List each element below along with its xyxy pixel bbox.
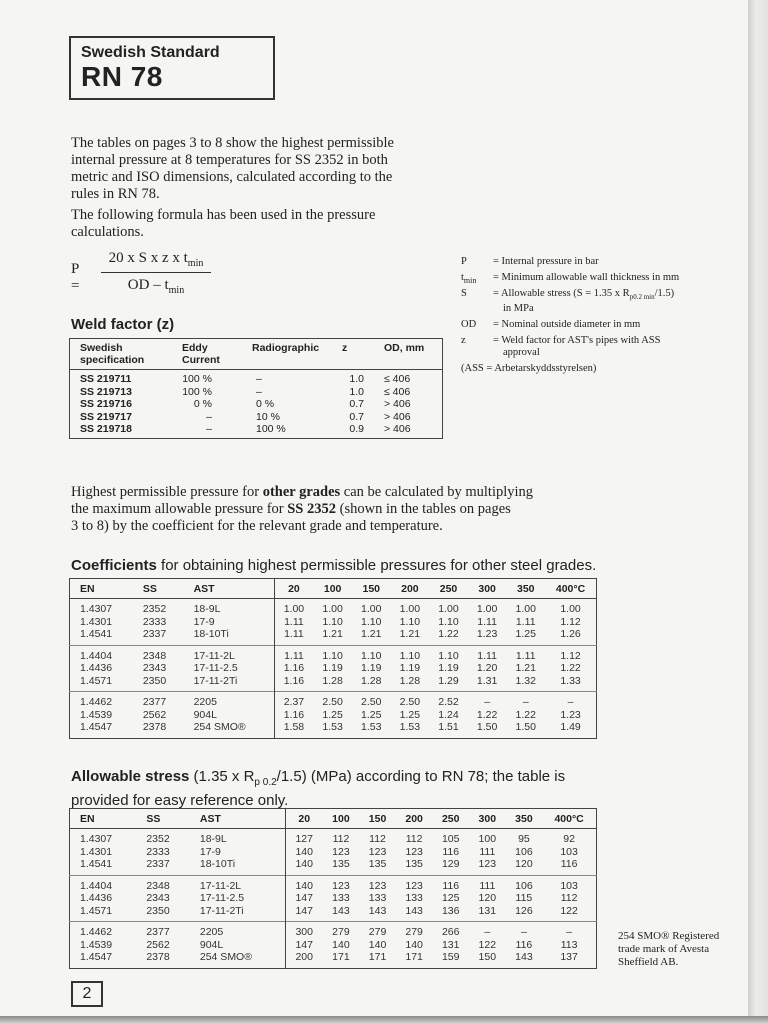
column-header: 300 bbox=[478, 583, 496, 595]
table-cell: 1.4571 bbox=[80, 904, 113, 917]
table-cell: 123 bbox=[405, 879, 423, 892]
table-cell: 123 bbox=[405, 845, 423, 858]
table-cell: 2352 bbox=[146, 833, 170, 845]
column-header: 150 bbox=[368, 813, 387, 825]
table-cell: 103 bbox=[560, 879, 578, 892]
allowable-stress-table bbox=[69, 808, 597, 969]
table-cell: 1.19 bbox=[399, 662, 421, 674]
table-cell: 1.00 bbox=[560, 603, 581, 615]
table-cell: 1.28 bbox=[361, 674, 382, 687]
table-cell: 150 bbox=[478, 951, 497, 963]
table-cell: 112 bbox=[560, 892, 578, 904]
table-cell: 18-9L bbox=[184, 599, 274, 616]
weld-factor-title: Weld factor (z) bbox=[71, 316, 175, 333]
table-cell: 1.16 bbox=[283, 662, 305, 674]
column-header: 200 bbox=[405, 813, 423, 825]
table-cell: 1.00 bbox=[361, 603, 382, 615]
table-cell: 120 bbox=[478, 892, 497, 904]
table-cell: 140 bbox=[332, 938, 350, 951]
table-cell: 1.23 bbox=[476, 628, 498, 640]
table-cell: 122 bbox=[478, 938, 497, 951]
table-cell: 266 bbox=[441, 926, 460, 938]
table-cell: 2.52 bbox=[438, 696, 459, 708]
table-cell: 2348 bbox=[142, 649, 167, 662]
table-cell: 111 bbox=[479, 879, 496, 892]
column-header: 100 bbox=[332, 813, 350, 825]
table-cell: – bbox=[484, 926, 491, 938]
table-cell: 135 bbox=[332, 858, 350, 870]
table-cell: 1.21 bbox=[399, 628, 421, 640]
table-cell: 2348 bbox=[146, 879, 170, 892]
table-row bbox=[70, 411, 443, 424]
table-cell: SS 219717 bbox=[80, 410, 132, 423]
table-cell: 100 % bbox=[182, 373, 212, 385]
table-cell: – bbox=[484, 696, 491, 708]
table-cell: 17-11-2Ti bbox=[190, 905, 285, 922]
table-cell: 105 bbox=[441, 833, 460, 845]
table-cell: 1.53 bbox=[322, 721, 343, 733]
table-cell: 2205 bbox=[184, 692, 274, 709]
table-cell: 106 bbox=[515, 845, 533, 858]
table-cell: 116 bbox=[560, 858, 578, 870]
table-row bbox=[70, 662, 597, 675]
table-cell: 1.00 bbox=[399, 603, 421, 615]
table-cell: 116 bbox=[515, 938, 533, 951]
table-cell: 279 bbox=[368, 926, 387, 938]
table-cell: 112 bbox=[332, 833, 350, 845]
table-cell: 279 bbox=[332, 926, 350, 938]
weld-factor-table bbox=[69, 338, 443, 439]
table-cell: – bbox=[567, 696, 574, 708]
table-cell: 2337 bbox=[146, 858, 170, 870]
column-header: 20 bbox=[288, 583, 300, 595]
table-cell: 1.25 bbox=[322, 708, 343, 721]
table-cell: 1.49 bbox=[560, 721, 581, 733]
table-cell: 1.19 bbox=[438, 662, 459, 674]
table-cell: 131 bbox=[441, 938, 460, 951]
table-cell: 1.00 bbox=[322, 603, 343, 615]
table-cell: 17-11-2L bbox=[190, 875, 285, 892]
table-cell: 1.21 bbox=[515, 662, 536, 674]
table-cell: 143 bbox=[405, 904, 423, 917]
intro-paragraph-2: The following formula has been used in the pressure calculations. bbox=[71, 207, 376, 240]
table-cell: > 406 bbox=[384, 410, 411, 423]
column-header: 400°C bbox=[555, 583, 586, 595]
table-cell: 136 bbox=[441, 904, 460, 917]
table-cell: 1.11 bbox=[477, 649, 497, 662]
table-cell: 17-11-2.5 bbox=[184, 662, 274, 675]
table-cell: 1.10 bbox=[361, 649, 382, 662]
table-cell: 1.19 bbox=[322, 662, 343, 674]
formula-denominator: OD – $t_{min}$ bbox=[127, 277, 185, 296]
table-cell: 1.11 bbox=[515, 615, 536, 628]
table-cell: 279 bbox=[405, 926, 423, 938]
table-cell: 1.22 bbox=[515, 708, 536, 721]
table-cell: 1.22 bbox=[438, 628, 459, 640]
table-cell: 1.16 bbox=[283, 708, 305, 721]
table-cell: 159 bbox=[441, 951, 460, 963]
table-cell: 0 % bbox=[193, 398, 212, 410]
table-cell: 2.50 bbox=[322, 696, 343, 708]
table-cell: 300 bbox=[295, 926, 313, 938]
table-row bbox=[70, 386, 443, 399]
table-cell: 1.26 bbox=[560, 628, 581, 640]
table-cell: 1.24 bbox=[438, 708, 459, 721]
legend-item: S = Allowable stress (S = 1.35 x $R_{p0.2 min}/1.5$) in MPa bbox=[461, 288, 675, 315]
column-header: 350 bbox=[516, 583, 535, 595]
table-cell: 1.21 bbox=[322, 628, 343, 640]
table-cell: 2.50 bbox=[399, 696, 421, 708]
table-cell: 113 bbox=[560, 938, 578, 951]
table-row bbox=[70, 892, 597, 905]
table-cell: 1.16 bbox=[283, 674, 305, 687]
table-cell: 1.0 bbox=[349, 373, 364, 385]
table-cell: 123 bbox=[368, 845, 387, 858]
table-cell: 2333 bbox=[142, 615, 167, 628]
table-cell: 1.4404 bbox=[80, 649, 113, 662]
table-cell: 100 % bbox=[182, 385, 212, 398]
table-cell: 103 bbox=[560, 845, 578, 858]
column-header: SS bbox=[142, 583, 157, 595]
table-cell: 143 bbox=[515, 951, 533, 963]
table-cell: 1.4541 bbox=[80, 858, 113, 870]
table-row bbox=[70, 599, 597, 616]
table-cell: 2377 bbox=[146, 926, 170, 938]
table-cell: 1.20 bbox=[476, 662, 498, 674]
standard-title-box bbox=[69, 36, 275, 100]
table-cell: 135 bbox=[405, 858, 423, 870]
table-cell: 2.50 bbox=[361, 696, 382, 708]
table-cell: – bbox=[256, 385, 262, 398]
table-cell: 1.22 bbox=[476, 708, 498, 721]
table-cell: 1.25 bbox=[361, 708, 382, 721]
table-cell: 18-10Ti bbox=[190, 858, 285, 875]
table-cell: 147 bbox=[295, 904, 313, 917]
table-cell: 2343 bbox=[146, 892, 170, 904]
legend-item: P = Internal pressure in bar bbox=[461, 256, 599, 267]
table-cell: 140 bbox=[295, 879, 313, 892]
table-cell: 1.4307 bbox=[80, 603, 113, 615]
table-row bbox=[70, 951, 597, 968]
table-cell: – bbox=[256, 373, 262, 385]
table-cell: 0.9 bbox=[349, 423, 364, 435]
table-row bbox=[70, 875, 597, 892]
table-cell: 10 % bbox=[256, 410, 280, 423]
table-cell: 1.4571 bbox=[80, 674, 113, 687]
table-cell: SS 219711 bbox=[80, 373, 132, 385]
page-bottom-shadow bbox=[0, 1016, 768, 1024]
table-cell: 1.58 bbox=[283, 721, 305, 733]
column-header: EN bbox=[80, 583, 95, 595]
table-cell: 1.32 bbox=[515, 674, 536, 687]
table-cell: 0.7 bbox=[349, 398, 364, 410]
coefficients-title: Coefficients for obtaining highest permissible pressures for other steel grades. bbox=[71, 557, 597, 574]
table-row bbox=[70, 423, 443, 438]
column-header: 150 bbox=[362, 583, 381, 595]
table-cell: 1.50 bbox=[515, 721, 536, 733]
table-cell: 17-11-2Ti bbox=[184, 675, 274, 692]
table-cell: 2378 bbox=[142, 721, 167, 733]
table-cell: 254 SMO® bbox=[184, 721, 274, 738]
formula-lhs: P = bbox=[71, 261, 80, 294]
table-cell: 116 bbox=[442, 879, 460, 892]
table-cell: 2205 bbox=[190, 922, 285, 939]
table-cell: 17-11-2.5 bbox=[190, 892, 285, 905]
table-cell: 1.50 bbox=[476, 721, 498, 733]
table-cell: 1.10 bbox=[399, 615, 421, 628]
formula-numerator: 20 x S x z x $t_{min}$ bbox=[101, 250, 211, 273]
standard-title: RN 78 bbox=[81, 61, 163, 92]
table-cell: 143 bbox=[368, 904, 387, 917]
table-cell: 133 bbox=[332, 892, 350, 904]
table-cell: 1.19 bbox=[361, 662, 382, 674]
table-cell: 171 bbox=[368, 951, 387, 963]
column-header: 300 bbox=[478, 813, 497, 825]
table-cell: 140 bbox=[405, 938, 423, 951]
table-cell: 1.28 bbox=[322, 674, 343, 687]
other-grades-paragraph: Highest permissible pressure for other grades can be calculated by multiplying the maximum allowable pressure for SS 2352 (shown in the tables on pages 3 to 8) by the coefficient for the relevant grade and temperature. bbox=[71, 484, 534, 534]
table-cell: 1.00 bbox=[283, 603, 305, 615]
table-cell: 2562 bbox=[142, 708, 167, 721]
table-cell: 2377 bbox=[142, 696, 167, 708]
table-row bbox=[70, 628, 597, 645]
table-cell: 17-9 bbox=[190, 846, 285, 859]
table-cell: 126 bbox=[515, 904, 533, 917]
table-cell: 129 bbox=[441, 858, 460, 870]
table-row bbox=[70, 370, 443, 386]
table-cell: 2352 bbox=[142, 603, 167, 615]
table-cell: 1.25 bbox=[515, 628, 536, 640]
table-cell: 2.37 bbox=[283, 696, 305, 708]
table-cell: 17-9 bbox=[184, 616, 274, 629]
table-cell: ≤ 406 bbox=[384, 385, 411, 398]
table-cell: 1.4301 bbox=[80, 615, 113, 628]
table-cell: > 406 bbox=[384, 423, 411, 435]
table-cell: SS 219716 bbox=[80, 398, 132, 410]
table-cell: – bbox=[566, 926, 573, 938]
table-cell: 1.11 bbox=[515, 649, 536, 662]
table-cell: 2350 bbox=[146, 904, 170, 917]
table-header-row: Swedish specification Eddy Current Radiographic z OD, mm bbox=[70, 339, 443, 370]
table-cell: 140 bbox=[295, 858, 313, 870]
table-cell: 1.4301 bbox=[80, 845, 113, 858]
table-cell: 122 bbox=[560, 904, 578, 917]
table-row bbox=[70, 846, 597, 859]
table-row bbox=[70, 939, 597, 952]
table-cell: > 406 bbox=[384, 398, 411, 410]
table-cell: 1.4436 bbox=[80, 892, 113, 904]
table-cell: 116 bbox=[442, 845, 460, 858]
table-cell: 1.4539 bbox=[80, 708, 113, 721]
table-cell: 1.4404 bbox=[80, 879, 113, 892]
table-cell: 0 % bbox=[256, 398, 275, 410]
table-cell: 147 bbox=[295, 892, 313, 904]
table-cell: 137 bbox=[560, 951, 578, 963]
legend-item: $t_{min}$ = Minimum allowable wall thickness in mm bbox=[461, 272, 680, 286]
table-cell: 2337 bbox=[142, 628, 167, 640]
table-row bbox=[70, 829, 597, 846]
table-row bbox=[70, 858, 597, 875]
table-cell: 135 bbox=[368, 858, 387, 870]
table-cell: 125 bbox=[441, 892, 460, 904]
table-cell: 127 bbox=[295, 833, 313, 845]
table-cell: 95 bbox=[518, 833, 530, 845]
page-edge-shadow bbox=[748, 0, 768, 1024]
trademark-footnote: 254 SMO® Registered trade mark of Avesta Sheffield AB. bbox=[618, 930, 720, 968]
table-cell: 1.33 bbox=[560, 674, 581, 687]
table-cell: 123 bbox=[478, 858, 497, 870]
table-cell: 171 bbox=[405, 951, 423, 963]
table-cell: 1.4462 bbox=[80, 696, 113, 708]
table-cell: 1.22 bbox=[560, 662, 581, 674]
table-cell: 1.4547 bbox=[80, 721, 113, 733]
column-header: 250 bbox=[439, 583, 458, 595]
table-cell: 1.21 bbox=[361, 628, 382, 640]
coefficients-table bbox=[69, 578, 597, 739]
table-cell: 133 bbox=[405, 892, 423, 904]
table-cell: 1.53 bbox=[399, 721, 421, 733]
table-cell: 171 bbox=[332, 951, 350, 963]
table-cell: ≤ 406 bbox=[384, 373, 411, 385]
table-cell: 2378 bbox=[146, 951, 170, 963]
table-cell: 143 bbox=[332, 904, 350, 917]
legend-item: z = Weld factor for AST's pipes with ASS approval bbox=[461, 335, 661, 359]
table-cell: 1.11 bbox=[477, 615, 497, 628]
table-cell: 1.10 bbox=[322, 615, 343, 628]
column-header: SS bbox=[146, 813, 161, 825]
table-cell: 1.00 bbox=[476, 603, 498, 615]
table-row bbox=[70, 675, 597, 692]
table-cell: 1.4307 bbox=[80, 833, 113, 845]
table-cell: – bbox=[206, 410, 212, 423]
table-cell: 1.11 bbox=[284, 649, 304, 662]
formula-legend bbox=[461, 256, 748, 379]
table-cell: 115 bbox=[515, 892, 533, 904]
table-cell: 1.00 bbox=[438, 603, 459, 615]
table-cell: 1.4541 bbox=[80, 628, 113, 640]
table-cell: 120 bbox=[515, 858, 533, 870]
table-header-row bbox=[70, 579, 597, 599]
table-cell: 123 bbox=[368, 879, 387, 892]
table-cell: 112 bbox=[369, 833, 386, 845]
table-cell: 1.4462 bbox=[80, 926, 113, 938]
table-cell: 2562 bbox=[146, 938, 170, 951]
column-header: 350 bbox=[515, 813, 533, 825]
table-cell: 2343 bbox=[142, 662, 167, 674]
table-row bbox=[70, 398, 443, 411]
table-cell: 140 bbox=[295, 845, 313, 858]
table-row bbox=[70, 692, 597, 709]
standard-subtitle: Swedish Standard bbox=[81, 44, 220, 61]
table-cell: 92 bbox=[563, 833, 575, 845]
table-row bbox=[70, 905, 597, 922]
table-cell: 2350 bbox=[142, 674, 167, 687]
table-cell: 1.28 bbox=[399, 674, 421, 687]
column-header: AST bbox=[190, 809, 285, 829]
column-header: 400°C bbox=[554, 813, 584, 825]
table-cell: 133 bbox=[368, 892, 387, 904]
table-row bbox=[70, 721, 597, 738]
table-cell: 1.10 bbox=[399, 649, 421, 662]
table-cell: 1.10 bbox=[361, 615, 382, 628]
table-cell: 131 bbox=[478, 904, 497, 917]
column-header: 250 bbox=[441, 813, 460, 825]
table-cell: 1.10 bbox=[322, 649, 343, 662]
table-cell: 1.29 bbox=[438, 674, 459, 687]
table-cell: 1.11 bbox=[284, 628, 304, 640]
table-cell: – bbox=[206, 423, 212, 435]
table-cell: 1.23 bbox=[560, 708, 581, 721]
table-cell: 18-9L bbox=[190, 829, 285, 846]
table-cell: 123 bbox=[332, 879, 350, 892]
table-cell: 904L bbox=[184, 709, 274, 722]
table-cell: 112 bbox=[405, 833, 423, 845]
table-cell: 1.4436 bbox=[80, 662, 113, 674]
table-cell: 111 bbox=[479, 845, 496, 858]
table-cell: 1.53 bbox=[361, 721, 382, 733]
column-header: 100 bbox=[323, 583, 342, 595]
table-cell: 140 bbox=[368, 938, 387, 951]
column-header: 200 bbox=[401, 583, 419, 595]
intro-paragraph-1: The tables on pages 3 to 8 show the highest permissible internal pressure at 8 temperatures for SS 2352 in both metric and ISO dimensions, calculated according to the rules in RN 78. bbox=[71, 135, 394, 202]
table-cell: 1.12 bbox=[560, 649, 581, 662]
table-cell: 1.31 bbox=[476, 674, 498, 687]
table-cell: 1.51 bbox=[438, 721, 459, 733]
legend-item: (ASS = Arbetarskyddsstyrelsen) bbox=[461, 363, 597, 375]
table-cell: – bbox=[522, 696, 529, 708]
table-cell: 1.12 bbox=[560, 615, 581, 628]
table-cell: 1.00 bbox=[515, 603, 536, 615]
table-row bbox=[70, 922, 597, 939]
table-cell: – bbox=[520, 926, 527, 938]
table-cell: 1.25 bbox=[399, 708, 421, 721]
table-cell: 1.10 bbox=[438, 615, 459, 628]
table-cell: 0.7 bbox=[349, 410, 364, 423]
table-cell: 254 SMO® bbox=[190, 951, 285, 968]
table-cell: 1.4547 bbox=[80, 951, 113, 963]
table-cell: 147 bbox=[295, 938, 313, 951]
table-cell: 1.11 bbox=[284, 615, 304, 628]
table-cell: 100 bbox=[478, 833, 497, 845]
formula-fraction bbox=[101, 250, 211, 296]
allowable-stress-title: Allowable stress (1.35 x $R_{p 0.2}/1.5$) (MPa) according to RN 78; the table is provided for easy reference only. bbox=[71, 768, 566, 809]
table-row bbox=[70, 709, 597, 722]
column-header: EN bbox=[80, 813, 95, 825]
table-cell: SS 219718 bbox=[80, 423, 132, 435]
column-header: AST bbox=[184, 579, 274, 599]
table-cell: 106 bbox=[515, 879, 533, 892]
table-cell: 17-11-2L bbox=[184, 645, 274, 662]
table-cell: 2333 bbox=[146, 845, 170, 858]
table-cell: 904L bbox=[190, 939, 285, 952]
table-cell: 100 % bbox=[256, 423, 286, 435]
table-cell: 200 bbox=[295, 951, 313, 963]
table-row bbox=[70, 645, 597, 662]
table-cell: 1.10 bbox=[438, 649, 459, 662]
table-row bbox=[70, 616, 597, 629]
column-header: 20 bbox=[298, 813, 311, 825]
table-header-row bbox=[70, 809, 597, 829]
table-cell: 1.0 bbox=[349, 385, 364, 398]
table-cell: SS 219713 bbox=[80, 385, 132, 398]
table-cell: 1.4539 bbox=[80, 938, 113, 951]
page-number: 2 bbox=[71, 981, 103, 1007]
table-cell: 18-10Ti bbox=[184, 628, 274, 645]
table-cell: 123 bbox=[332, 845, 350, 858]
legend-item: OD = Nominal outside diameter in mm bbox=[461, 319, 641, 331]
